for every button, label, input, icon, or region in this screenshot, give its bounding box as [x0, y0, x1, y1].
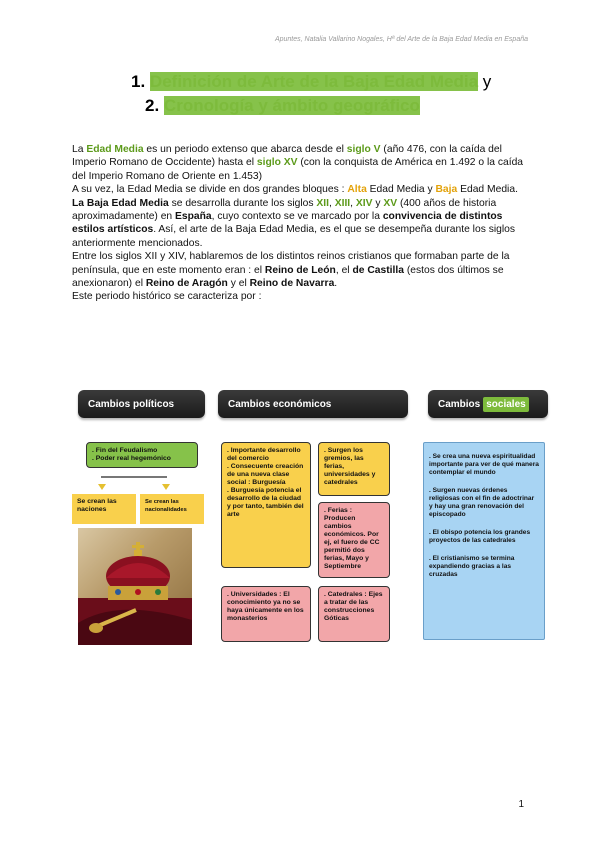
social-item-2: . Surgen nuevas órdenes religiosas con el fin de adoctrinar y hay una gran renovación del episcopado [429, 487, 535, 518]
paragraph-1: La Edad Media es un periodo extenso que abarca desde el siglo V (año 476, con la caída del Imperio Romano de Occidente) hasta el siglo XV (con la conquista de América en 1.492 o la caída del Imperio Romano de Oriente en 1.453) [72, 144, 524, 182]
paragraph-2: A su vez, la Edad Media se divide en dos grandes bloques : Alta Edad Media y Baja Edad Media. La Baja Edad Media se desarrolla durante los siglos XII, XIII, XIV y XV (400 años de historia aproximadamente) en España, cuyo contexto se ve marcado por la convivencia de distintos estilos artísticos. Así, el arte de la Baja Edad Media, es el que se desempeña durante los siglos anteriormente mencionados. [72, 184, 518, 249]
economicos-catedrales-box: . Catedrales : Ejes a tratar de las construcciones Góticas [318, 586, 390, 642]
page-number: 1 [518, 799, 524, 810]
arrow-left [98, 484, 106, 490]
running-header: Apuntes, Natalia Vallarino Nogales, Hª del Arte de la Baja Edad Media en España [274, 36, 528, 43]
box-naciones: Se crean las naciones [72, 494, 136, 524]
politicos-box: . Fin del Feudalismo . Poder real hegemónico [86, 442, 198, 468]
sociales-box [423, 442, 545, 640]
social-item-4: . El cristianismo se termina expandiendo gracias a las cruzadas [429, 555, 515, 578]
paragraph-4: Este periodo histórico se caracteriza por : [72, 291, 262, 303]
paragraph-3: Entre los siglos XII y XIV, hablaremos de los distintos reinos cristianos que formaban parte de la península, que en este momento eran : el Reino de León, el de Castilla (estos dos últimos se anexionaron) el Reino de Aragón y el Reino de Navarra. [72, 251, 510, 290]
section-title-1: 1. Definición de Arte de la Baja Edad Media y [131, 72, 492, 91]
changes-diagram [78, 390, 548, 645]
economicos-universidades-box: . Universidades : El conocimiento ya no se haya únicamente en los monasterios [221, 586, 311, 642]
body-paragraphs [72, 143, 532, 304]
header-politicos: Cambios políticos [78, 390, 205, 418]
arrow-right [162, 484, 170, 490]
social-item-3: . El obispo potencia los grandes proyectos de las catedrales [429, 529, 531, 544]
header-economicos: Cambios económicos [218, 390, 408, 418]
connector-line [101, 476, 167, 478]
economicos-gremios-box: . Surgen los gremios, las ferias, universidades y catedrales [318, 442, 390, 496]
social-item-1: . Se crea una nueva espiritualidad importante para ver de qué manera contemplar el mundo [429, 453, 539, 476]
crown-image [78, 528, 192, 645]
economicos-ferias-box: . Ferias : Producen cambios económicos. Por ej, el fuero de CC permitió dos ferias, Mayo y Septiembre [318, 502, 390, 578]
box-nacionalidades: Se crean las nacionalidades [140, 494, 204, 524]
section-title-2: 2. Cronología y ámbito geográfico [145, 96, 420, 115]
economicos-main-box: . Importante desarrollo del comercio . Consecuente creación de una nueva clase social : Burguesía . Burguesía potencia el desarrollo de la ciudad y por tanto, también del arte [221, 442, 311, 568]
header-sociales: Cambios sociales [428, 390, 548, 418]
